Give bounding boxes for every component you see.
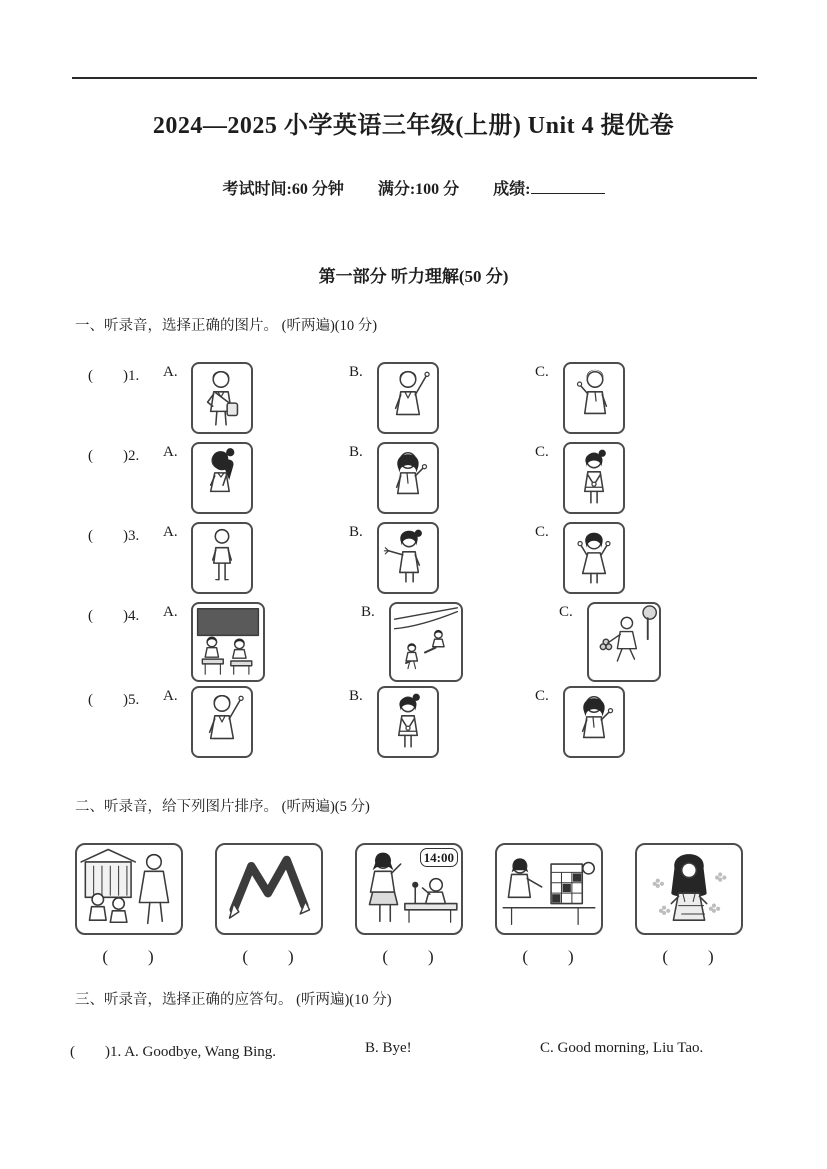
children-on-road-image — [389, 602, 463, 682]
page-title: 2024—2025 小学英语三年级(上册) Unit 4 提优卷 — [152, 113, 675, 139]
option-c-label: C. — [559, 604, 573, 620]
option-a-text: Goodbye, Wang Bing. — [142, 1044, 277, 1060]
sequence-answer-blank: ( ) — [522, 947, 576, 966]
boy-raising-arm-high-image — [191, 686, 253, 758]
girl-raising-both-hands-image — [563, 522, 625, 594]
section2-image-row — [75, 843, 775, 967]
option-c-label: C. — [540, 1040, 554, 1056]
girl-hands-clasped-image — [563, 442, 625, 514]
option-b-label: B. — [365, 1040, 379, 1056]
score-field — [493, 181, 604, 198]
option-b-label: B. — [361, 604, 375, 620]
adult-with-two-children-image — [75, 843, 183, 935]
option-a: ( )1. A. Goodbye, Wang Bing. — [70, 1044, 277, 1060]
clock-time-badge: 14:00 — [420, 848, 458, 867]
option-a-label: A. — [163, 364, 178, 380]
option-a-label: A. — [163, 444, 178, 460]
option-c — [540, 1040, 703, 1061]
sequence-answer-blank: ( ) — [242, 947, 296, 966]
question-row-2 — [88, 442, 788, 514]
girl-waving-hello-image — [377, 442, 439, 514]
answer-blank-3: ( )3. — [88, 528, 140, 544]
boy-standing-image — [191, 522, 253, 594]
section3-question-1 — [70, 1040, 703, 1061]
children-calendar-image — [495, 843, 603, 935]
sequence-item-4 — [495, 843, 603, 967]
full-score: 满分:100 分 — [377, 181, 460, 198]
section1-heading: 一、听录音，选择正确的图片。 (听两遍)(10 分) — [75, 318, 378, 334]
teacher-student-clock-image — [355, 843, 463, 935]
answer-blank-5: ( )5. — [88, 692, 140, 708]
question-row-4 — [88, 602, 788, 682]
option-b-label: B. — [349, 688, 363, 704]
option-a-label: A. — [163, 604, 178, 620]
section2-heading: 二、听录音，给下列图片排序。 (听两遍)(5 分) — [75, 799, 370, 815]
sequence-item-3 — [355, 843, 463, 967]
section3-heading: 三、听录音，选择正确的应答句。 (听两遍)(10 分) — [75, 992, 392, 1008]
sequence-answer-blank: ( ) — [102, 947, 156, 966]
part1-header: 第一部分 听力理解(50 分) — [318, 267, 509, 286]
exam-meta — [0, 176, 827, 199]
option-b-label: B. — [349, 364, 363, 380]
option-a-label: A. — [163, 688, 178, 704]
child-walking-with-flowers-image — [587, 602, 661, 682]
students-in-classroom-image — [191, 602, 265, 682]
sequence-item-5 — [635, 843, 743, 967]
sequence-item-2 — [215, 843, 323, 967]
girl-with-flowers-image — [635, 843, 743, 935]
sequence-answer-blank: ( ) — [382, 947, 436, 966]
option-c-label: C. — [535, 364, 549, 380]
option-a-label: A. — [163, 524, 178, 540]
sequence-answer-blank: ( ) — [662, 947, 716, 966]
option-c-text: Good morning, Liu Tao. — [557, 1040, 704, 1056]
question-row-1 — [88, 362, 788, 434]
option-b-label: B. — [349, 444, 363, 460]
score-label: 成绩: — [493, 181, 531, 198]
boy-waving-with-schoolbag-image — [191, 362, 253, 434]
girl-open-palm-image — [377, 522, 439, 594]
option-b-label: B. — [349, 524, 363, 540]
girl-with-ponytail-image — [191, 442, 253, 514]
exam-time: 考试时间:60 分钟 — [222, 181, 344, 198]
score-blank-line — [531, 178, 605, 194]
answer-blank-1: ( )1. — [88, 368, 140, 384]
header-divider — [72, 77, 757, 79]
option-c-label: C. — [535, 524, 549, 540]
question-row-5 — [88, 686, 788, 758]
answer-blank-2: ( )2. — [88, 448, 140, 464]
option-c-label: C. — [535, 444, 549, 460]
answer-blank: ( ) — [70, 1044, 110, 1060]
girl-waving-goodbye-image — [563, 686, 625, 758]
option-a-label: A. — [124, 1044, 139, 1060]
boy-raising-arm-image — [377, 362, 439, 434]
answer-blank-4: ( )4. — [88, 608, 140, 624]
letter-m-pencil-image — [215, 843, 323, 935]
option-b-text: Bye! — [382, 1040, 412, 1056]
question-row-3 — [88, 522, 788, 594]
girl-hands-clasped-image — [377, 686, 439, 758]
sequence-item-1 — [75, 843, 183, 967]
option-b — [365, 1040, 540, 1061]
option-c-label: C. — [535, 688, 549, 704]
section1-questions — [88, 362, 788, 766]
boy-in-scarf-waving-image — [563, 362, 625, 434]
